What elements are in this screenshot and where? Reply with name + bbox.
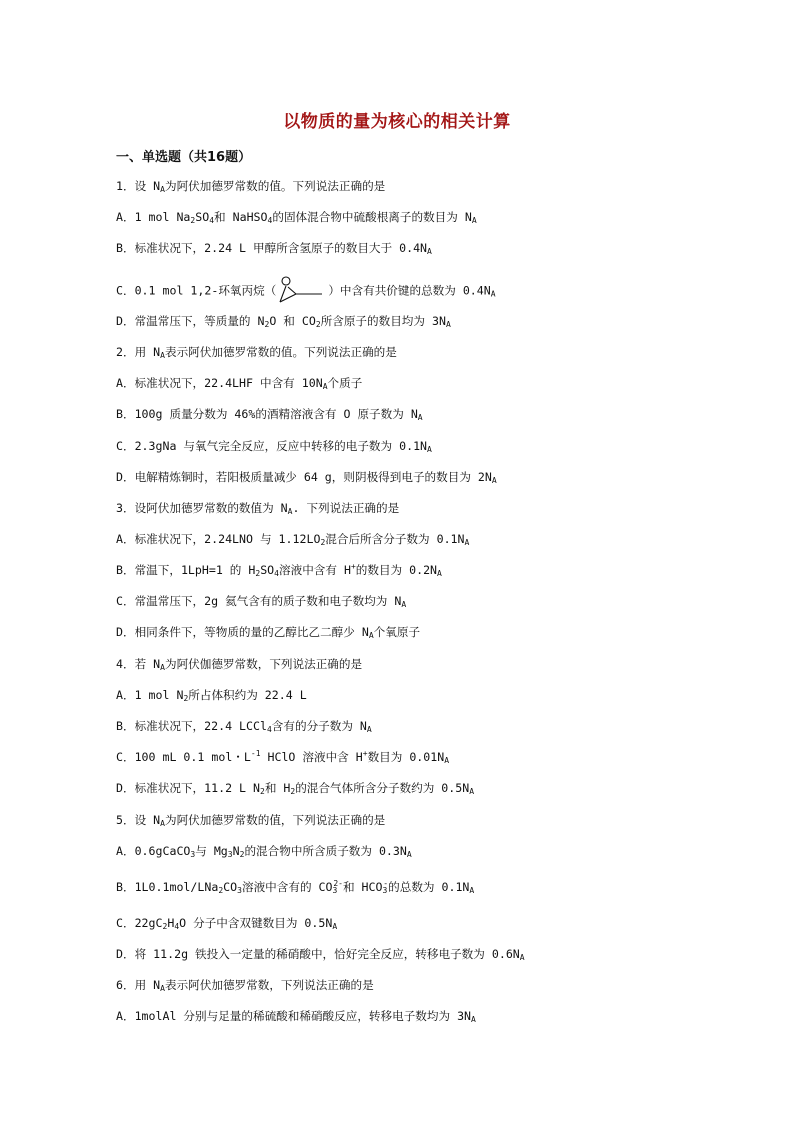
question-1-option-d: D．常温常压下，等质量的 $N_2O$ 和 $CO_2$所含原子的数目均为 $3N_A$ bbox=[116, 314, 451, 329]
question-4-option-b: B．标准状况下，22.4 LCCl$_4$含有的分子数为 $N_A$ bbox=[116, 719, 372, 734]
question-3-stem: 3．设阿伏加德罗常数的数值为 $N_A$. 下列说法正确的是 bbox=[116, 501, 400, 516]
epoxypropane-structure-icon bbox=[276, 276, 328, 306]
question-2-stem: 2．用 $N_A$表示阿伏加德罗常数的值。下列说法正确的是 bbox=[116, 345, 397, 360]
question-5-option-a: A．0.6gCaCO$_3$与 $Mg_3N_2$的混合物中所含质子数为 $0.3N_A$ bbox=[116, 844, 412, 859]
question-1-stem: 1．设 $N_A$为阿伏加德罗常数的值。下列说法正确的是 bbox=[116, 179, 386, 194]
question-2-option-a: A．标准状况下，22.4LHF 中含有 $10N_A$个质子 bbox=[116, 376, 363, 391]
question-5-stem: 5．设 $N_A$为阿伏加德罗常数的值，下列说法正确的是 bbox=[116, 813, 386, 828]
question-3-option-c: C．常温常压下，2g 氦气含有的质子数和电子数均为 $N_A$ bbox=[116, 594, 407, 609]
question-2-option-d: D．电解精炼铜时，若阳极质量减少 64 g，则阴极得到电子的数目为 $2N_A$ bbox=[116, 470, 497, 485]
question-4-option-d: D．标准状况下，11.2 L $N_2$和 $H_2$的混合气体所含分子数约为 $0.5N_A$ bbox=[116, 781, 475, 796]
question-1-option-b: B．标准状况下，2.24 L 甲醇所含氢原子的数目大于 $0.4N_A$ bbox=[116, 241, 432, 256]
question-3-option-a: A．标准状况下，2.24LNO 与 $1.12LO_2$混合后所含分子数为 $0.1N_A$ bbox=[116, 532, 470, 547]
document-title: 以物质的量为核心的相关计算 bbox=[283, 112, 511, 132]
question-1-option-c: C．0.1 mol 1,2-环氧丙烷（ ）中含有共价键的总数为 $0.4N_A$ bbox=[116, 276, 496, 306]
question-6-option-a: A．1molAl 分别与足量的稀硫酸和稀硝酸反应，转移电子数均为 $3N_A$ bbox=[116, 1009, 476, 1024]
question-5-option-b: B．$1L0.1mol/LNa_2CO_3$溶液中含有的 $CO_3^{2-}$和 $HCO_3^-$的总数为 $0.1N_A$ bbox=[116, 879, 475, 895]
question-5-option-c: C．$22gC_2H_4O$ 分子中含双键数目为 $0.5N_A$ bbox=[116, 916, 338, 931]
question-6-stem: 6．用 $N_A$表示阿伏加德罗常数，下列说法正确的是 bbox=[116, 978, 374, 993]
section-heading: 一、单选题（共16题） bbox=[116, 150, 252, 165]
question-3-option-d: D．相同条件下，等物质的量的乙醇比乙二醇少 $N_A$个氧原子 bbox=[116, 625, 421, 640]
question-4-option-a: A．1 mol $N_2$所占体积约为 22.4 L bbox=[116, 688, 307, 703]
question-4-stem: 4．若 $N_A$为阿伏伽德罗常数，下列说法正确的是 bbox=[116, 657, 363, 672]
question-3-option-b: B．常温下，1LpH=1 的 $H_2SO_4$溶液中含有 H+的数目为 $0.2N_A$ bbox=[116, 562, 442, 578]
question-5-option-d: D．将 11.2g 铁投入一定量的稀硝酸中，恰好完全反应，转移电子数为 $0.6N_A$ bbox=[116, 947, 525, 962]
question-1-option-a: A．1 mol $Na_2SO_4$和 NaHSO$_4$的固体混合物中硫酸根离子的数目为 $N_A$ bbox=[116, 210, 477, 225]
question-2-option-b: B．100g 质量分数为 46%的酒精溶液含有 O 原子数为 $N_A$ bbox=[116, 407, 423, 422]
question-4-option-c: C．100 mL 0.1 mol・$L^{-1}$ HClO 溶液中含 H+数目为 $0.01N_A$ bbox=[116, 749, 450, 765]
question-2-option-c: C．2.3gNa 与氧气完全反应，反应中转移的电子数为 $0.1N_A$ bbox=[116, 439, 432, 454]
